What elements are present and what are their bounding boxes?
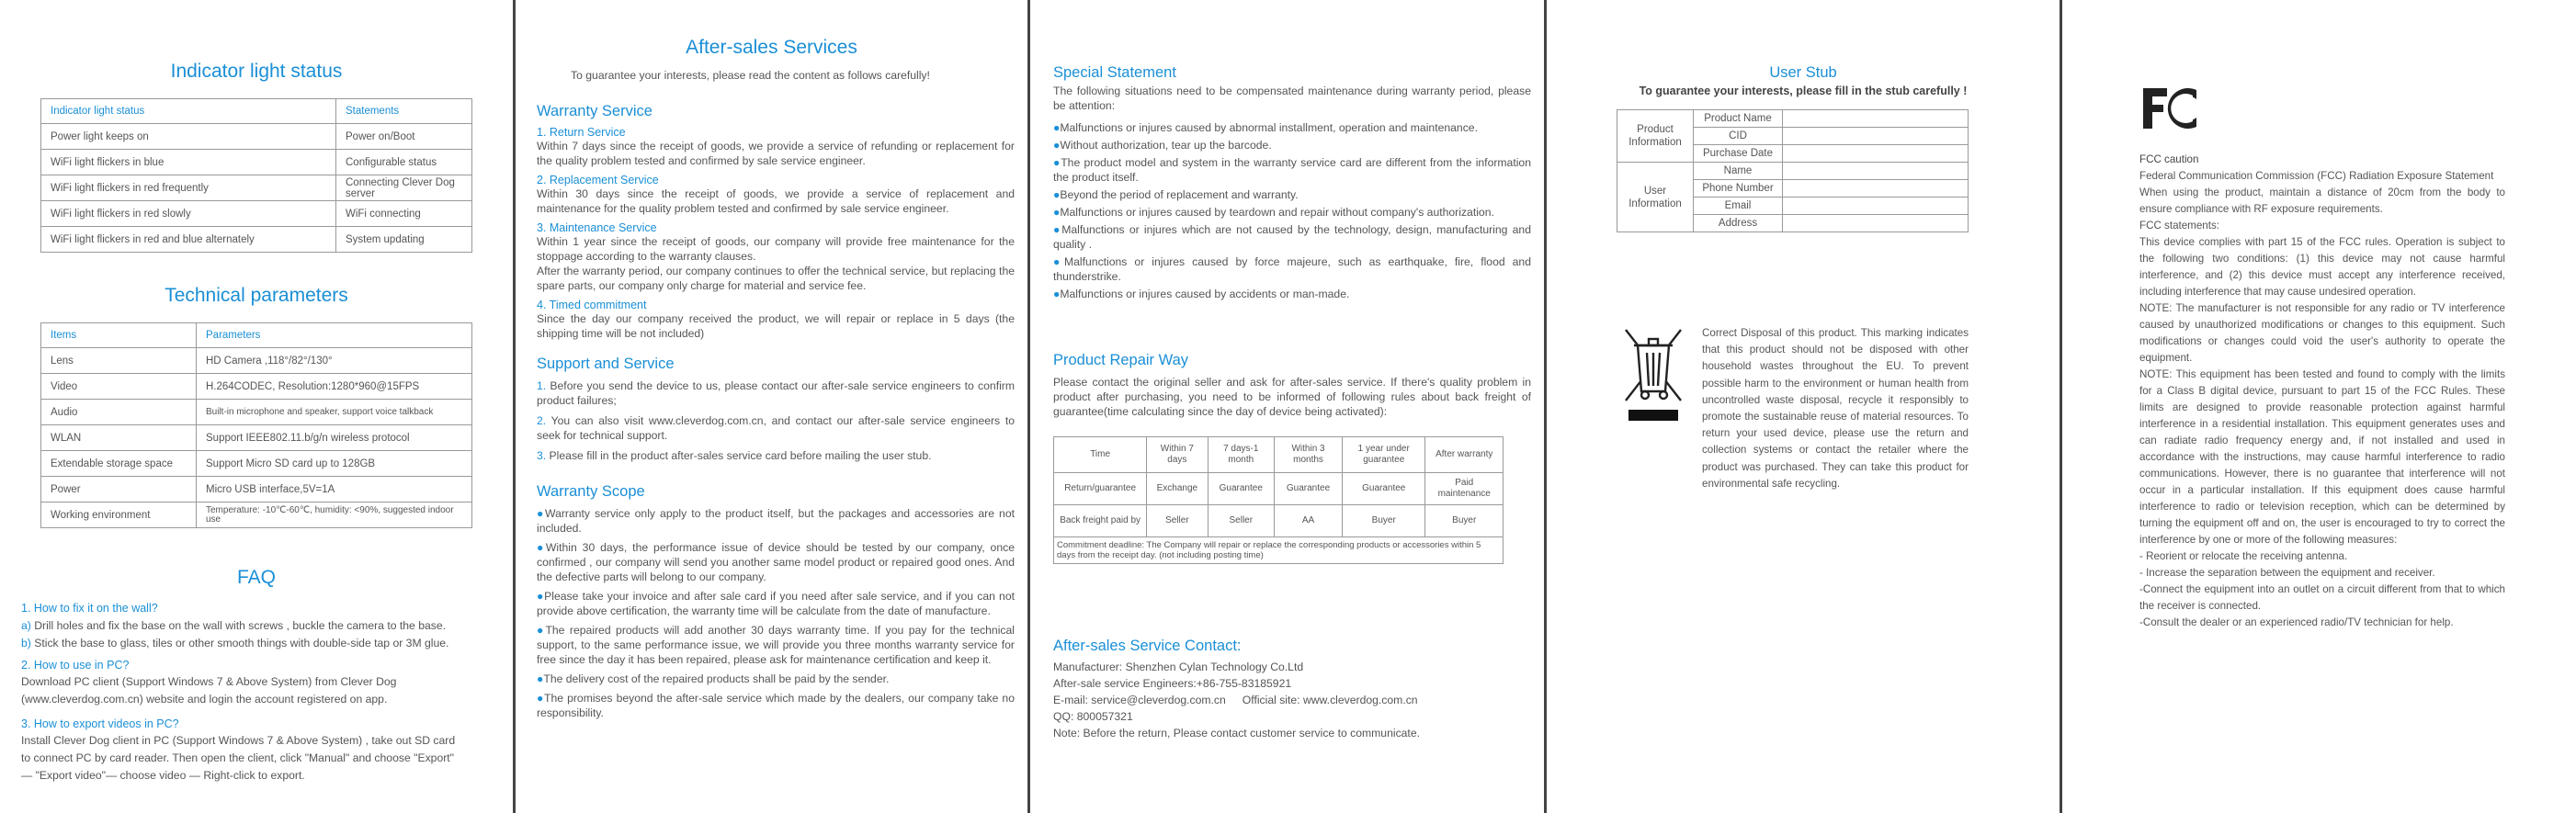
after-sales-body [537, 103, 1015, 720]
faq-content [21, 602, 499, 783]
faq3-question: 3. How to export videos in PC? [21, 717, 179, 730]
repair-row [1054, 473, 1504, 505]
w2-text: Within 30 days since the receipt of goods, we provide a service of replacement and maintenance for the quality problem tested and confirmed by sale service engineer. [537, 187, 1015, 215]
special-item [1053, 138, 1531, 152]
repair-cell: Buyer [1343, 505, 1425, 537]
support-text: You can also visit www.cleverdog.com.cn, and contact our after-sale service engineers to seek for technical support. [537, 414, 1015, 442]
scope-item [537, 589, 1015, 618]
stub-field-label: Product Name [1694, 110, 1783, 128]
repair-cell: Seller [1147, 505, 1208, 537]
faq1-answer-b [21, 636, 499, 650]
tech-cell: Video [41, 374, 197, 400]
faq1-b-text: Stick the base to glass, tiles or other smooth things with double-side tap or 3M glue. [30, 637, 449, 649]
bullet-icon: ● [537, 590, 545, 603]
w3-text: Within 1 year since the receipt of goods, our company will provide free maintenance for the stoppage according to the warranty clauses. [537, 235, 1015, 263]
tech-cell: WLAN [41, 425, 197, 451]
stub-field-label: CID [1694, 128, 1783, 145]
tech-cell: Lens [41, 348, 197, 374]
panel-fcc [2062, 0, 2576, 813]
repair-cell: Within 7 days [1147, 437, 1208, 473]
repair-row [1054, 437, 1504, 473]
tech-cell: Support IEEE802.11.b/g/n wireless protocol [197, 425, 472, 451]
stub-field-label: Name [1694, 163, 1783, 180]
repair-text: Please contact the original seller and ask for after-sales service. If there's quality problem in product after purchasing, you need to be informed of following rules about back freight of guarantee(time calculating since the day of device being activated): [1053, 376, 1531, 418]
fcc-paragraph: When using the product, maintain a distance of 20cm from the body to ensure compliance with RF exposure requirements. [2139, 186, 2505, 215]
special-item-text: Malfunctions or injures which are not caused by the technology, design, manufacturing and quality . [1053, 223, 1531, 251]
tech-row [41, 451, 472, 477]
indicator-header-cell: Indicator light status [41, 99, 336, 124]
tech-cell: Audio [41, 400, 197, 425]
fcc-paragraph: - Reorient or relocate the receiving antenna. [2139, 550, 2348, 562]
stub-field-label: Purchase Date [1694, 145, 1783, 163]
scope-item-text: The repaired products will add another 30 days warranty time. If you pay for the technical support, to the same performance issue, we will provide you three months warranty service for free since the day it has been repaired, please ask for maintenance certification and keep it. [537, 624, 1015, 666]
special-item [1053, 120, 1531, 135]
tech-table [40, 322, 472, 528]
tech-header-cell: Items [41, 323, 197, 348]
fcc-paragraph: NOTE: This equipment has been tested and found to comply with the limits for a Class B digital device, pursuant to part 15 of the FCC Rules. These limits are designed to provide reasonable protection against harmful interference in a residential installation. This equipment generates uses and can radiate radio frequency energy and, if not installed and used in accordance with the instructions, may cause harmful interference to radio communications. However, there is no guarantee that interference will not occur in a particular installation. If this equipment does cause harmful interference to radio or television reception, which can be determined by turning the equipment off and on, the user is encouraged to try to correct the interference by one or more of the following measures: [2139, 368, 2505, 546]
fcc-text-block [2139, 152, 2505, 631]
tech-row [41, 348, 472, 374]
special-list [1053, 120, 1531, 301]
w3-title: 3. Maintenance Service [537, 221, 657, 234]
bullet-icon: ● [1053, 121, 1061, 134]
repair-section [1053, 352, 1531, 564]
w1-text: Within 7 days since the receipt of goods, we provide a service of refunding or replacement for the quality problem tested and confirmed by sale service engineer. [537, 140, 1015, 167]
indicator-cell: Power light keeps on [41, 124, 336, 150]
faq-title: FAQ [236, 567, 276, 588]
bullet-icon: ● [1053, 156, 1061, 169]
repair-cell: Within 3 months [1275, 437, 1343, 473]
scope-item [537, 672, 1015, 686]
indicator-cell: Connecting Clever Dog server [336, 175, 472, 201]
contact-site: Official site: www.cleverdog.com.cn [1242, 694, 1418, 706]
fcc-paragraph: FCC caution [2139, 153, 2199, 165]
scope-item [537, 540, 1015, 584]
special-item [1053, 254, 1531, 284]
stub-field-label: Phone Number [1694, 180, 1783, 198]
product-info-label: Product Information [1617, 110, 1694, 163]
stub-field-input[interactable] [1783, 128, 1969, 145]
w3-text: After the warranty period, our company continues to offer the technical service, but replacing the spare parts, our company only charge for material and service fee. [537, 265, 1015, 292]
fcc-paragraph: - Increase the separation between the equipment and receiver. [2139, 567, 2435, 579]
contact-note: Note: Before the return, Please contact customer service to communicate. [1053, 727, 1420, 740]
repair-cell: Buyer [1425, 505, 1504, 537]
scope-list [537, 506, 1015, 720]
bullet-icon: ● [1053, 223, 1062, 236]
w4-text: Since the day our company received the product, we will repair or replace in 5 days (the shipping time will be not included) [537, 312, 1015, 340]
indicator-title: Indicator light status [170, 61, 343, 82]
indicator-cell: WiFi connecting [336, 201, 472, 227]
w1-title: 1. Return Service [537, 126, 626, 139]
stub-title: User Stub [1769, 64, 1837, 81]
stub-field-input[interactable] [1783, 110, 1969, 128]
support-num: 2. [537, 414, 547, 427]
stub-field-input[interactable] [1783, 215, 1969, 232]
tech-cell: Power [41, 477, 197, 502]
contact-line [1053, 692, 1531, 708]
tech-cell: H.264CODEC, Resolution:1280*960@15FPS [197, 374, 472, 400]
bullet-icon: ● [1053, 206, 1061, 219]
indicator-cell: WiFi light flickers in blue [41, 150, 336, 175]
indicator-cell: WiFi light flickers in red frequently [41, 175, 336, 201]
tech-cell: HD Camera ,118°/82°/130° [197, 348, 472, 374]
panel-special-repair [1030, 0, 1544, 813]
repair-cell: Guarantee [1208, 473, 1275, 505]
tech-cell: Micro USB interface,5V=1A [197, 477, 472, 502]
support-item [537, 413, 1015, 443]
indicator-cell: Configurable status [336, 150, 472, 175]
faq1-a-label: a) [21, 619, 31, 632]
faq1-question: 1. How to fix it on the wall? [21, 602, 158, 615]
support-num: 1. [537, 379, 547, 392]
stub-row [1617, 110, 1969, 128]
special-intro: The following situations need to be compensated maintenance during warranty period, please be attention: [1053, 85, 1531, 112]
fcc-paragraph: NOTE: The manufacturer is not responsible for any radio or TV interference caused by unauthorized modifications or changes to this equipment. Such modifications or changes could void the user's authority to operate the equipment. [2139, 302, 2505, 364]
repair-row [1054, 505, 1504, 537]
stub-row [1617, 163, 1969, 180]
tech-row [41, 374, 472, 400]
faq3-answer-line: — "Export video"— choose video — Right-click to export. [21, 769, 305, 782]
special-item-text: The product model and system in the warranty service card are different from the information the product itself. [1053, 156, 1531, 184]
scope-item-text: Please take your invoice and after sale card if you need after sale service, and if you can not provide above certification, the warranty time will be calculate from the date of manufacture. [537, 590, 1015, 617]
stub-table [1617, 109, 1969, 232]
repair-cell: AA [1275, 505, 1343, 537]
stub-field-label: Email [1694, 198, 1783, 215]
support-num: 3. [537, 449, 547, 462]
special-item-text: Malfunctions or injures caused by abnormal installment, operation and maintenance. [1060, 121, 1478, 134]
w4-title: 4. Timed commitment [537, 299, 647, 311]
support-text: Please fill in the product after-sales service card before mailing the user stub. [546, 449, 932, 462]
tech-row [41, 477, 472, 502]
scope-item-text: Warranty service only apply to the product itself, but the packages and accessories are not included. [537, 507, 1015, 535]
bullet-icon: ● [537, 541, 546, 554]
repair-cell: After warranty [1425, 437, 1504, 473]
stub-field-input[interactable] [1783, 163, 1969, 180]
scope-title: Warranty Scope [537, 483, 645, 500]
tech-row [41, 425, 472, 451]
special-item [1053, 187, 1531, 202]
stub-field-label: Address [1694, 215, 1783, 232]
repair-cell: 7 days-1 month [1208, 437, 1275, 473]
special-item [1053, 222, 1531, 252]
stub-field-input[interactable] [1783, 180, 1969, 198]
fcc-paragraph: -Consult the dealer or an experienced radio/TV technician for help. [2139, 616, 2454, 628]
bullet-icon: ● [1053, 188, 1061, 201]
indicator-row [41, 150, 472, 175]
repair-cell: Paid maintenance [1425, 473, 1504, 505]
after-sales-intro: To guarantee your interests, please read the content as follows carefully! [571, 69, 930, 82]
indicator-cell: WiFi light flickers in red and blue alternately [41, 227, 336, 253]
special-item [1053, 155, 1531, 185]
repair-cell: Guarantee [1275, 473, 1343, 505]
repair-table [1053, 436, 1504, 564]
faq1-answer-a [21, 618, 499, 633]
special-item-text: Malfunctions or injures caused by accidents or man-made. [1060, 288, 1350, 300]
fcc-logo-icon [2139, 85, 2206, 132]
repair-cell: 1 year under guarantee [1343, 437, 1425, 473]
contact-email: E-mail: service@cleverdog.com.cn [1053, 694, 1226, 706]
indicator-row [41, 201, 472, 227]
tech-header-row [41, 323, 472, 348]
indicator-row [41, 175, 472, 201]
repair-cell: Back freight paid by [1054, 505, 1147, 537]
support-title: Support and Service [537, 356, 675, 372]
panel-after-sales [516, 0, 1027, 813]
tech-header-cell: Parameters [197, 323, 472, 348]
repair-title: Product Repair Way [1053, 352, 1189, 368]
user-info-label: User Information [1617, 163, 1694, 232]
bullet-icon: ● [1053, 139, 1061, 152]
repair-note-row [1054, 537, 1504, 564]
faq1-b-label: b) [21, 637, 31, 649]
faq2-answer-line: (www.cleverdog.com.cn) website and login the account registered on app. [21, 693, 388, 706]
w2-title: 2. Replacement Service [537, 174, 659, 186]
tech-title: Technical parameters [165, 285, 348, 306]
special-item-text: Malfunctions or injures caused by force majeure, such as earthquake, fire, flood and thunderstrike. [1053, 255, 1531, 283]
bullet-icon: ● [537, 672, 544, 685]
tech-row [41, 400, 472, 425]
indicator-table [40, 98, 472, 253]
faq2-question: 2. How to use in PC? [21, 659, 130, 672]
bullet-icon: ● [537, 692, 545, 705]
disposal-text-block [1702, 325, 1969, 492]
tech-cell: Temperature: -10℃-60℃, humidity: <90%, suggested indoor use [197, 502, 472, 528]
repair-cell: Time [1054, 437, 1147, 473]
after-sales-title: After-sales Services [686, 37, 857, 58]
panel-user-stub [1547, 0, 2060, 813]
contact-qq: QQ: 800057321 [1053, 710, 1133, 723]
repair-cell: Seller [1208, 505, 1275, 537]
support-text: Before you send the device to us, please contact our after-sale service engineers to confirm product failures; [537, 379, 1015, 407]
fcc-logo [2139, 85, 2206, 132]
special-item [1053, 205, 1531, 220]
tech-cell: Extendable storage space [41, 451, 197, 477]
special-section [1053, 64, 1531, 301]
repair-cell: Guarantee [1343, 473, 1425, 505]
bullet-icon: ● [1053, 255, 1064, 268]
fcc-paragraph: This device complies with part 15 of the FCC rules. Operation is subject to the following two conditions: (1) this device may not cause harmful interference, and (2) this device must accept any interference received, including interference that may cause undesired operation. [2139, 236, 2505, 298]
warranty-title: Warranty Service [537, 103, 653, 119]
scope-item-text: The promises beyond the after-sale service which made by the dealers, our company take no responsibility. [537, 692, 1015, 719]
special-item-text: Beyond the period of replacement and warranty. [1060, 188, 1299, 201]
tech-row [41, 502, 472, 528]
repair-cell: Return/guarantee [1054, 473, 1147, 505]
contact-section [1053, 638, 1531, 741]
scope-item-text: Within 30 days, the performance issue of device should be tested by our company, once confirmed , our company will send you another same model product or repaired good ones. And the defective parts will belong to our company. [537, 541, 1015, 583]
contact-manufacturer: Manufacturer: Shenzhen Cylan Technology Co.Ltd [1053, 661, 1304, 673]
indicator-row [41, 124, 472, 150]
scope-item [537, 623, 1015, 667]
scope-item [537, 506, 1015, 536]
indicator-row [41, 227, 472, 253]
contact-title: After-sales Service Contact: [1053, 638, 1242, 654]
panel-indicator-tech-faq [0, 0, 513, 813]
fcc-paragraph: FCC statements: [2139, 220, 2219, 231]
stub-field-input[interactable] [1783, 145, 1969, 163]
tech-cell: Support Micro SD card up to 128GB [197, 451, 472, 477]
indicator-header-cell: Statements [336, 99, 472, 124]
special-item-text: Without authorization, tear up the barcode. [1060, 139, 1272, 152]
stub-field-input[interactable] [1783, 198, 1969, 215]
faq3-answer-line: Install Clever Dog client in PC (Support Windows 7 & Above System) , take out SD card [21, 734, 456, 747]
indicator-cell: WiFi light flickers in red slowly [41, 201, 336, 227]
contact-engineers: After-sale service Engineers:+86-755-83185921 [1053, 677, 1292, 690]
tech-cell: Built-in microphone and speaker, support voice talkback [197, 400, 472, 425]
stub-subtitle: To guarantee your interests, please fill in the stub carefully ! [1639, 85, 1968, 97]
support-item [537, 378, 1015, 408]
repair-cell: Exchange [1147, 473, 1208, 505]
special-item-text: Malfunctions or injures caused by teardown and repair without company's authorization. [1060, 206, 1494, 219]
disposal-text: Correct Disposal of this product. This marking indicates that this product should not be disposed with other household wastes throughout the EU. To prevent possible harm to the environment or human health from uncontrolled waste disposal, recycle it responsibly to promote the sustainable reuse of material resources. To return your used device, please use the return and collection systems or contact the retailer where the product was purchased. They can take this product for environmental safe recycling. [1702, 327, 1969, 490]
faq1-a-text: Drill holes and fix the base on the wall with screws , buckle the camera to the base. [30, 619, 447, 632]
tech-cell: Working environment [41, 502, 197, 528]
fcc-paragraph: -Connect the equipment into an outlet on a circuit different from that to which the receiver is connected. [2139, 583, 2505, 612]
scope-item-text: The delivery cost of the repaired products shall be paid by the sender. [543, 672, 890, 685]
scope-item [537, 691, 1015, 720]
faq3-answer-line: to connect PC by card reader. Then open the client, click "Manual" and choose "Export" [21, 751, 454, 764]
indicator-header-row [41, 99, 472, 124]
indicator-cell: Power on/Boot [336, 124, 472, 150]
weee-bin-icon [1621, 325, 1685, 424]
special-title: Special Statement [1053, 64, 1176, 81]
indicator-cell: System updating [336, 227, 472, 253]
special-item [1053, 287, 1531, 301]
bullet-icon: ● [1053, 288, 1061, 300]
bullet-icon: ● [537, 624, 546, 637]
repair-note: Commitment deadline: The Company will repair or replace the corresponding products or accessories within 5 days from the receipt day. (not including posting time) [1054, 537, 1504, 564]
fcc-paragraph: Federal Communication Commission (FCC) Radiation Exposure Statement [2139, 170, 2494, 182]
faq2-answer-line: Download PC client (Support Windows 7 & Above System) from Clever Dog [21, 675, 397, 688]
bullet-icon: ● [537, 507, 546, 520]
support-item [537, 448, 1015, 463]
